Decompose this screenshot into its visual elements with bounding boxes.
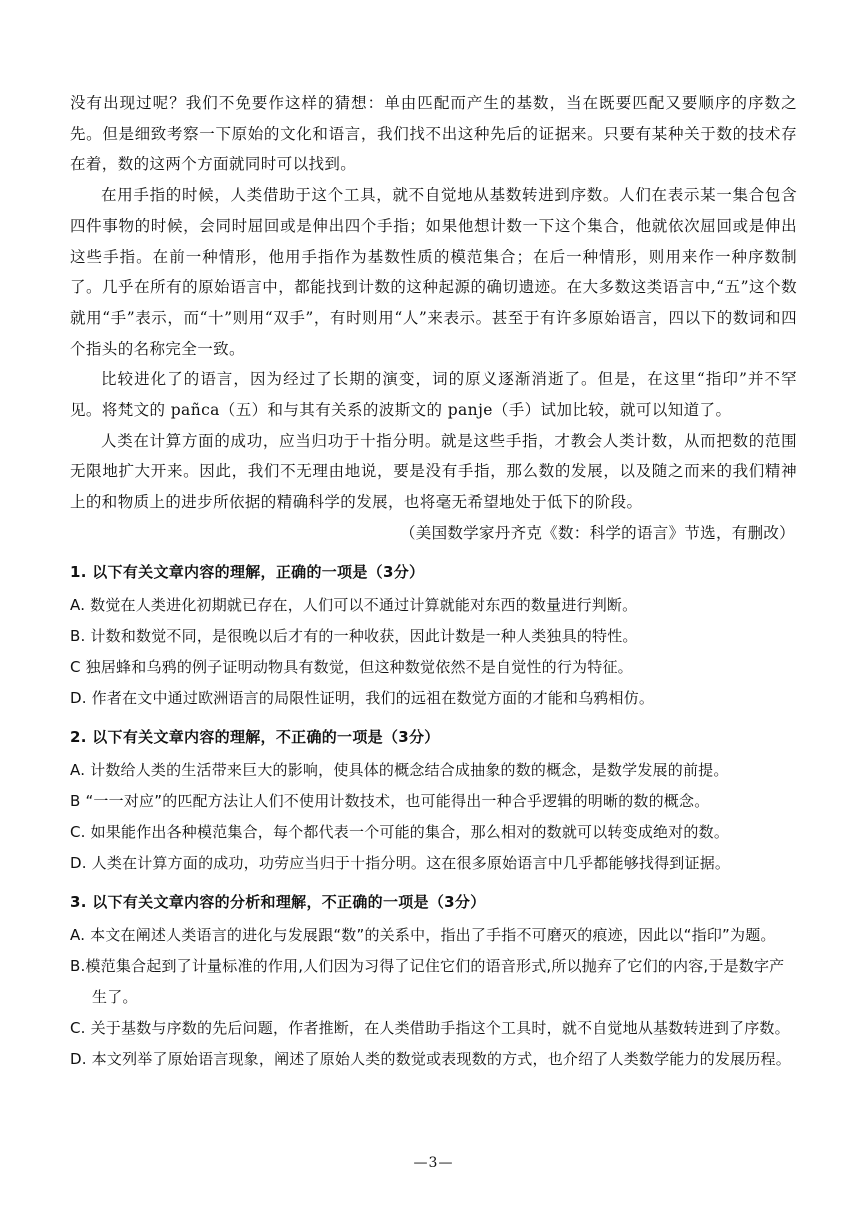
option-d: D. 人类在计算方面的成功，功劳应当归于十指分明。这在很多原始语言中几乎都能够找得到证据。 bbox=[70, 853, 731, 872]
passage-paragraph: 人类在计算方面的成功，应当归功于十指分明。就是这些手指，才教会人类计数，从而把数的范围无限地扩大开来。因此，我们不无理由地说，要是没有手指，那么数的发展，以及随之而来的我们精神上的和物质上的进步所依据的精确科学的发展，也将毫无希望地处于低下的阶段。 bbox=[70, 431, 797, 512]
question-1 bbox=[70, 557, 797, 714]
option-b: B.模范集合起到了计量标准的作用,人们因为习得了记住它们的语音形式,所以抛弃了它们的内容,于是数字产生了。 bbox=[70, 956, 785, 1006]
question-3 bbox=[70, 887, 797, 1075]
passage bbox=[70, 88, 797, 549]
option-c: C. 关于基数与序数的先后问题，作者推断，在人类借助手指这个工具时，就不自觉地从基数转进到了序数。 bbox=[70, 1018, 790, 1037]
option-d: D. 本文列举了原始语言现象，阐述了原始人类的数觉或表现数的方式，也介绍了人类数学能力的发展历程。 bbox=[70, 1049, 791, 1068]
option-d: D. 作者在文中通过欧洲语言的局限性证明，我们的远祖在数觉方面的才能和乌鸦相仿。 bbox=[70, 688, 655, 707]
passage-source: （美国数学家丹齐克《数：科学的语言》节选，有删改） bbox=[399, 523, 795, 542]
option-b: B “一一对应”的匹配方法让人们不使用计数技术，也可能得出一种合乎逻辑的明晰的数的概念。 bbox=[70, 791, 710, 810]
option-c: C. 如果能作出各种模范集合，每个都代表一个可能的集合，那么相对的数就可以转变成绝对的数。 bbox=[70, 822, 730, 841]
page-number: —3— bbox=[413, 1155, 454, 1171]
question-title: 1. 以下有关文章内容的理解，正确的一项是（3分） bbox=[70, 562, 425, 581]
question-2 bbox=[70, 722, 797, 879]
option-c: C 独居蜂和乌鸦的例子证明动物具有数觉，但这种数觉依然不是自觉性的行为特征。 bbox=[70, 657, 633, 676]
option-b: B. 计数和数觉不同，是很晚以后才有的一种收获，因此计数是一种人类独具的特性。 bbox=[70, 626, 638, 645]
passage-paragraph: 在用手指的时候，人类借助于这个工具，就不自觉地从基数转进到序数。人们在表示某一集合包含四件事物的时候，会同时屈回或是伸出四个手指；如果他想计数一下这个集合，他就依次屈回或是伸出这些手指。在前一种情形，他用手指作为基数性质的模范集合；在后一种情形，则用来作一种序数制了。几乎在所有的原始语言中，都能找到计数的这种起源的确切遗迹。在大多数这类语言中,“五”这个数就用“手”表示，而“十”则用“双手”，有时则用“人”来表示。甚至于有许多原始语言，四以下的数词和四个指头的名称完全一致。 bbox=[70, 186, 797, 358]
option-a: A. 数觉在人类进化初期就已存在，人们可以不通过计算就能对东西的数量进行判断。 bbox=[70, 595, 638, 614]
option-a: A. 本文在阐述人类语言的进化与发展跟“数”的关系中，指出了手指不可磨灭的痕迹，因此以“指印”为题。 bbox=[70, 925, 776, 944]
question-title: 3. 以下有关文章内容的分析和理解，不正确的一项是（3分） bbox=[70, 892, 486, 911]
passage-paragraph: 比较进化了的语言，因为经过了长期的演变，词的原义逐渐消逝了。但是，在这里“指印”并不罕见。将梵文的 pañca（五）和与其有关系的波斯文的 panje（手）试加比较，就可以知道了。 bbox=[70, 370, 797, 420]
question-title: 2. 以下有关文章内容的理解，不正确的一项是（3分） bbox=[70, 727, 440, 746]
option-a: A. 计数给人类的生活带来巨大的影响，使具体的概念结合成抽象的数的概念，是数学发展的前提。 bbox=[70, 760, 729, 779]
passage-paragraph: 没有出现过呢？我们不免要作这样的猜想：单由匹配而产生的基数，当在既要匹配又要顺序的序数之先。但是细致考察一下原始的文化和语言，我们找不出这种先后的证据来。只要有某种关于数的技术存在着，数的这两个方面就同时可以找到。 bbox=[70, 94, 797, 174]
